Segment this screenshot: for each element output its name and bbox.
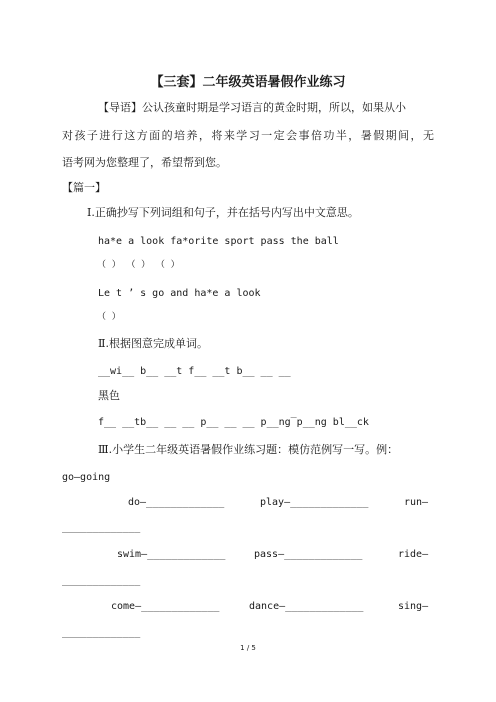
part3-instruction: Ⅲ.小学生二年级英语暑假作业练习题：模仿范例写一写。例：	[98, 443, 399, 456]
part3-row3-b: dance—_____________	[249, 601, 364, 612]
part3-row3-a: come—_____________	[111, 601, 220, 612]
intro-line-3: 语考网为您整理了，希望帮到您。	[62, 156, 227, 169]
part3-row2-a: swim—_____________	[117, 549, 226, 560]
part2-words-a: __wi__ b__ __t f__ __t b__ __ __	[98, 366, 291, 377]
part3-row1-blank: _____________	[62, 522, 141, 533]
part3-row3-blank: _____________	[62, 627, 141, 638]
part2-words-b: f__ __tb__ __ __ p__ __ __ p__ng‾p__ng bl__ck	[98, 417, 369, 428]
part1-phrases: ha*e a look fa*orite sport pass the ball	[98, 236, 339, 247]
intro-line-2: 对孩子进行这方面的培养，将来学习一定会事倍功半，暑假期间，无	[62, 129, 434, 142]
part1-sentence: Le t ’ s go and ha*e a look	[98, 288, 261, 299]
part3-row2-b: pass—_____________	[254, 549, 363, 560]
part3-example: go—going	[62, 472, 111, 483]
intro-line-1: 【导语】公认孩童时期是学习语言的黄金时期，所以，如果从小	[98, 101, 406, 114]
page-number: 1 / 5	[240, 644, 256, 652]
part3-row2-blank: _____________	[62, 575, 141, 586]
page-title: 【三套】二年级英语暑假作业练习	[150, 75, 346, 90]
part3-row2-c: ride—	[398, 549, 429, 560]
part2-color-word: 黑色	[98, 389, 120, 402]
part1-brackets-a: （ ） （ ） （ ）	[97, 260, 180, 270]
part3-row1-b: play—_____________	[260, 497, 369, 508]
part2-instruction: Ⅱ.根据图意完成单词。	[98, 337, 208, 350]
section-heading: 【篇一】	[62, 181, 106, 194]
part3-row1-a: do—_____________	[128, 497, 225, 508]
part3-row1-c: run—	[404, 497, 429, 508]
part1-brackets-b: （ ）	[97, 312, 121, 322]
part3-row3-c: sing—	[398, 601, 429, 612]
part1-instruction: Ⅰ.正确抄写下列词组和句子，并在括号内写出中文意思。	[87, 206, 359, 219]
